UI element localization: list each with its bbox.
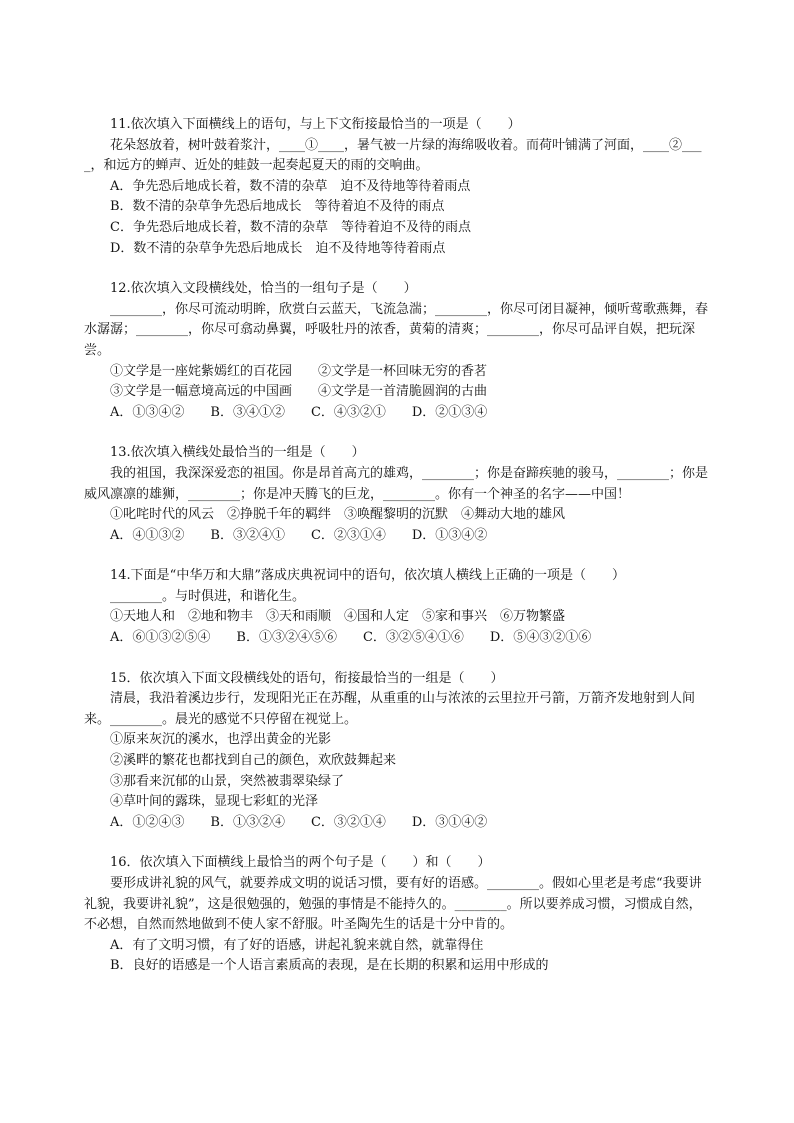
question-passage: 花朵怒放着，树叶鼓着浆汁，____①____，暑气被一片绿的海绵吸收着。而荷叶铺满了河面，____②____，和远方的蝉声、近处的蛙鼓一起奏起夏天的雨的交响曲。 <box>84 137 702 174</box>
question-16 <box>84 853 714 977</box>
question-title: 15．依次填入下面文段横线处的语句，衔接最恰当的一组是（ ） <box>110 670 504 686</box>
question-title: 13.依次填入横线处最恰当的一组是（ ） <box>110 445 365 461</box>
question-13 <box>84 443 714 546</box>
option-a: A．争先恐后地成长着，数不清的杂草 迫不及待地等待着雨点 <box>110 178 471 194</box>
question-15 <box>84 669 714 834</box>
option-b: B．良好的语感是一个人语言素质高的表现，是在长期的积累和运用中形成的 <box>110 958 549 974</box>
choice-line: ③文学是一幅意境高远的中国画 ④文学是一首清脆圆润的古曲 <box>110 384 488 400</box>
question-passage: 要形成讲礼貌的风气，就要养成文明的说话习惯，要有好的语感。________。假如心里老是考虑“我要讲礼貌，我要讲礼貌”，这是很勉强的，勉强的事情是不能持久的。________。所以要养成习惯，习惯成自然，不必想，自然而然地做到不使人家不舒服。叶圣陶先生的话是十分中肯的。 <box>84 876 702 933</box>
question-14 <box>84 566 714 648</box>
choice-line: ①叱咤时代的风云 ②挣脱千年的羁绊 ③唤醒黎明的沉默 ④舞动大地的雄风 <box>110 507 566 523</box>
choice-line: ①文学是一座姹紫嫣红的百花园 ②文学是一杯回味无穷的香茗 <box>110 363 488 379</box>
question-title: 16．依次填入下面横线上最恰当的两个句子是（ ）和（ ） <box>110 855 491 871</box>
option-c: C．争先恐后地成长着，数不清的杂草 等待着迫不及待的雨点 <box>110 219 471 235</box>
question-title: 12.依次填入文段横线处，恰当的一组句子是（ ） <box>110 281 417 297</box>
question-passage: ________。与时俱进，和谐化生。 <box>110 588 306 604</box>
choice-line: ②溪畔的繁花也都找到自己的颜色，欢欣鼓舞起来 <box>110 753 397 769</box>
choice-line: ①原来灰沉的溪水，也浮出黄金的光影 <box>110 732 332 748</box>
question-passage: ________，你尽可流动明眸，欣赏白云蓝天，飞流急湍；________，你尽可闭目凝神，倾听莺歌燕舞，春水潺潺；________，你尽可翕动鼻翼，呼吸牡丹的浓香，黄菊的清爽；________，你尽可品评自娱，把玩深尝。 <box>84 301 709 358</box>
answer-options: A．⑥①③②⑤④ B．①③②④⑤⑥ C．③②⑤④①⑥ D．⑤④③②①⑥ <box>110 630 592 646</box>
question-passage: 我的祖国，我深深爱恋的祖国。你是昂首高亢的雄鸡，________；你是奋蹄疾驰的骏马，________；你是威风凛凛的雄狮，________；你是冲天腾飞的巨龙，________。你有一个神圣的名字——中国！ <box>84 465 709 502</box>
question-passage: 清晨，我沿着溪边步行，发现阳光正在苏醒，从重重的山与浓浓的云里拉开弓箭，万箭齐发地射到人间来。________。晨光的感觉不只停留在视觉上。 <box>84 691 696 727</box>
question-12 <box>84 279 714 423</box>
option-b: B．数不清的杂草争先恐后地成长 等待着迫不及待的雨点 <box>110 199 445 215</box>
answer-options: A．①②④③ B．①③②④ C．③②①④ D．③①④② <box>110 814 488 830</box>
choice-line: ④草叶间的露珠，显现七彩虹的光泽 <box>110 794 319 810</box>
question-11 <box>84 115 714 259</box>
choice-line: ①天地人和 ②地和物丰 ③天和雨顺 ④国和人定 ⑤家和事兴 ⑥万物繁盛 <box>110 609 566 625</box>
question-title: 14.下面是“中华万和大鼎”落成庆典祝词中的语句，依次填人横线上正确的一项是（ ） <box>110 568 625 584</box>
answer-options: A．①③④② B．③④①② C．④③②① D．②①③④ <box>110 404 488 420</box>
option-a: A．有了文明习惯，有了好的语感，讲起礼貌来就自然，就靠得住 <box>110 937 484 953</box>
exam-page <box>84 115 714 997</box>
answer-options: A．④①③② B．③②④① C．②③①④ D．①③④② <box>110 527 488 543</box>
choice-line: ③那看来沉郁的山景，突然被翡翠染绿了 <box>110 773 345 789</box>
option-d: D．数不清的杂草争先恐后地成长 迫不及待地等待着雨点 <box>110 240 446 256</box>
question-title: 11.依次填入下面横线上的语句，与上下文衔接最恰当的一项是（ ） <box>110 117 521 132</box>
